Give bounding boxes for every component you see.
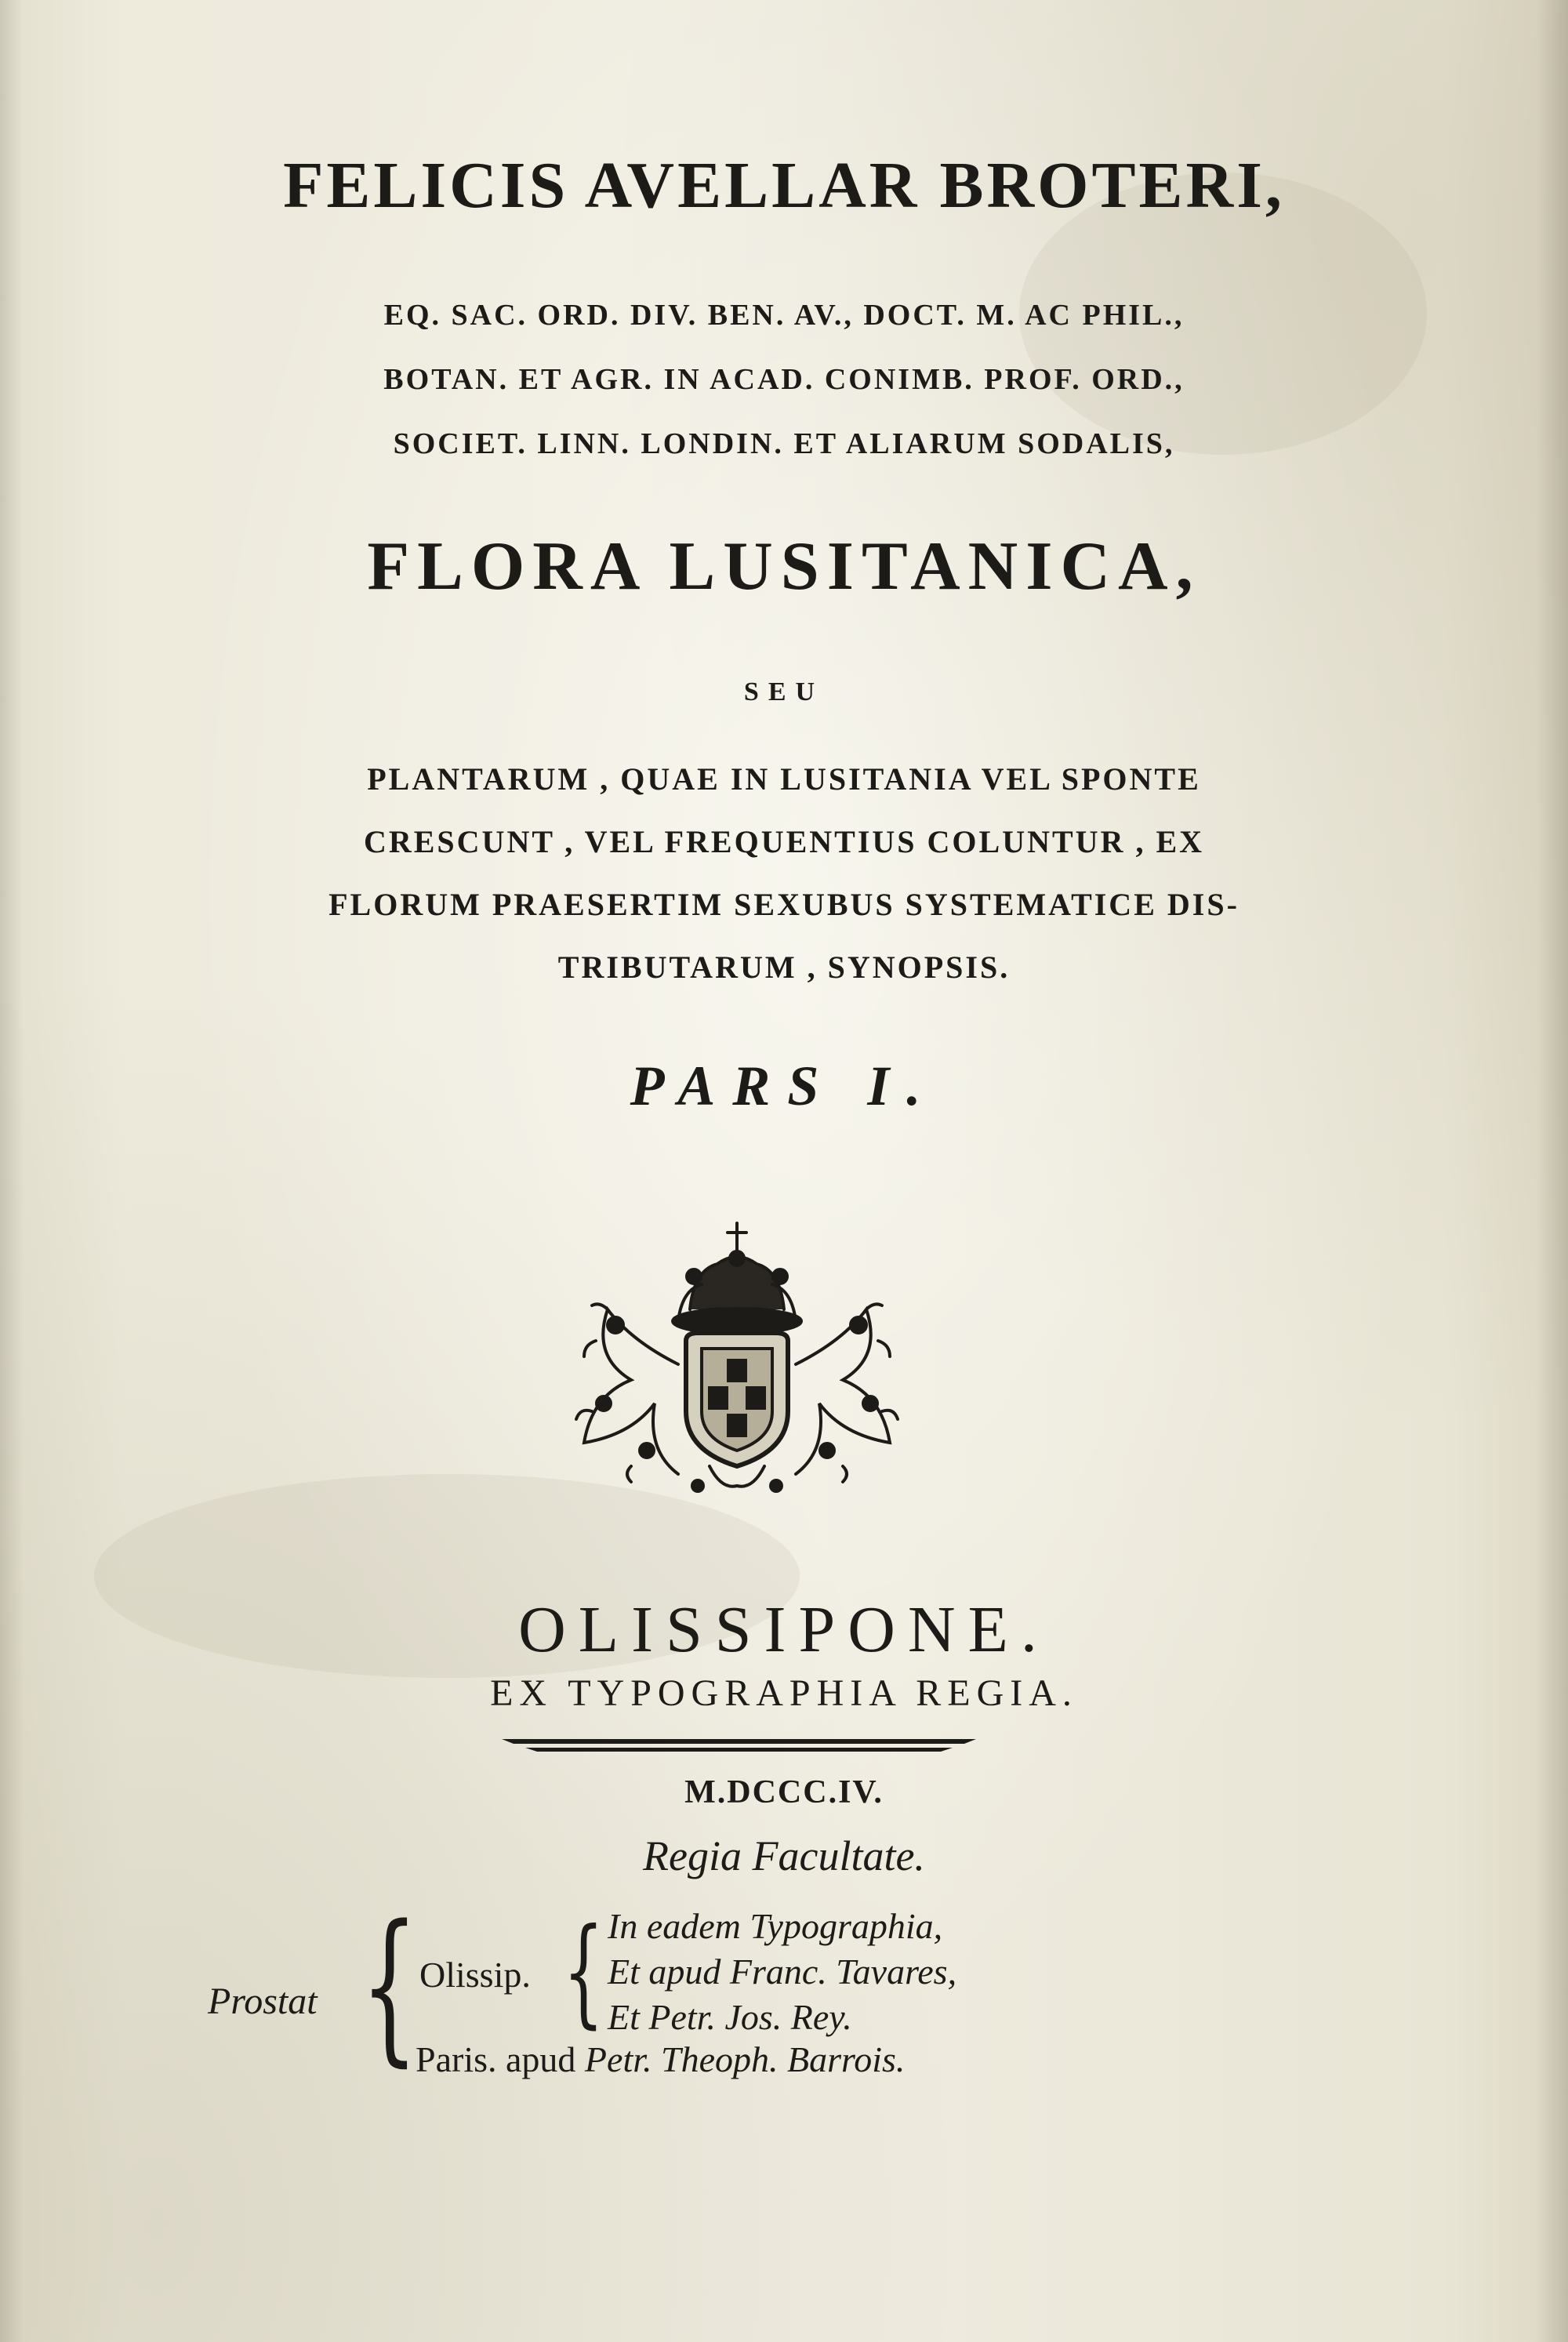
subtitle-line-1: PLANTARUM , QUAE IN LUSITANIA VEL SPONTE	[367, 761, 1201, 797]
book-title: FLORA LUSITANICA,	[367, 528, 1201, 605]
olissip-label: Olissip.	[419, 1955, 531, 1995]
imprint-block	[0, 1890, 1568, 2101]
prostat-label: Prostat	[208, 1981, 318, 2022]
bookseller-3: Et Petr. Jos. Rey.	[608, 1997, 852, 2037]
crowned-coat-of-arms-icon	[561, 1215, 913, 1505]
bookseller-2: Et apud Franc. Tavares,	[608, 1952, 957, 1992]
place-of-publication: OLISSIPONE.	[518, 1593, 1050, 1666]
publication-year: M.DCCC.IV.	[684, 1774, 884, 1810]
inner-brace: {	[563, 1904, 604, 2040]
paris-label: Paris. apud	[416, 2039, 576, 2079]
subtitle-line-2: CRESCUNT , VEL FREQUENTIUS COLUNTUR , EX	[363, 824, 1205, 859]
paris-publisher: Petr. Theoph. Barrois.	[584, 2039, 906, 2079]
bookseller-1: In eadem Typographia,	[608, 1906, 943, 1946]
paris-bookseller	[416, 2039, 905, 2080]
author-name: FELICIS AVELLAR BROTERI,	[283, 149, 1285, 222]
decorative-rule	[502, 1733, 976, 1753]
royal-faculty-line: Regia Facultate.	[643, 1832, 925, 1879]
printer: EX TYPOGRAPHIA REGIA.	[490, 1672, 1078, 1714]
author-credentials-line-1: EQ. SAC. ORD. DIV. BEN. AV., DOCT. M. AC PHIL.,	[383, 299, 1185, 332]
part-number: PARS I.	[630, 1055, 938, 1117]
author-credentials-line-3: SOCIET. LINN. LONDIN. ET ALIARUM SODALIS,	[393, 427, 1175, 460]
outer-brace: {	[361, 1890, 419, 2082]
author-credentials-line-2: BOTAN. ET AGR. IN ACAD. CONIMB. PROF. ORD.,	[383, 363, 1185, 396]
subtitle-line-4: TRIBUTARUM , SYNOPSIS.	[557, 950, 1011, 985]
title-conjunction: SEU	[743, 677, 825, 706]
subtitle-line-3: FLORUM PRAESERTIM SEXUBUS SYSTEMATICE DIS-	[328, 887, 1240, 922]
